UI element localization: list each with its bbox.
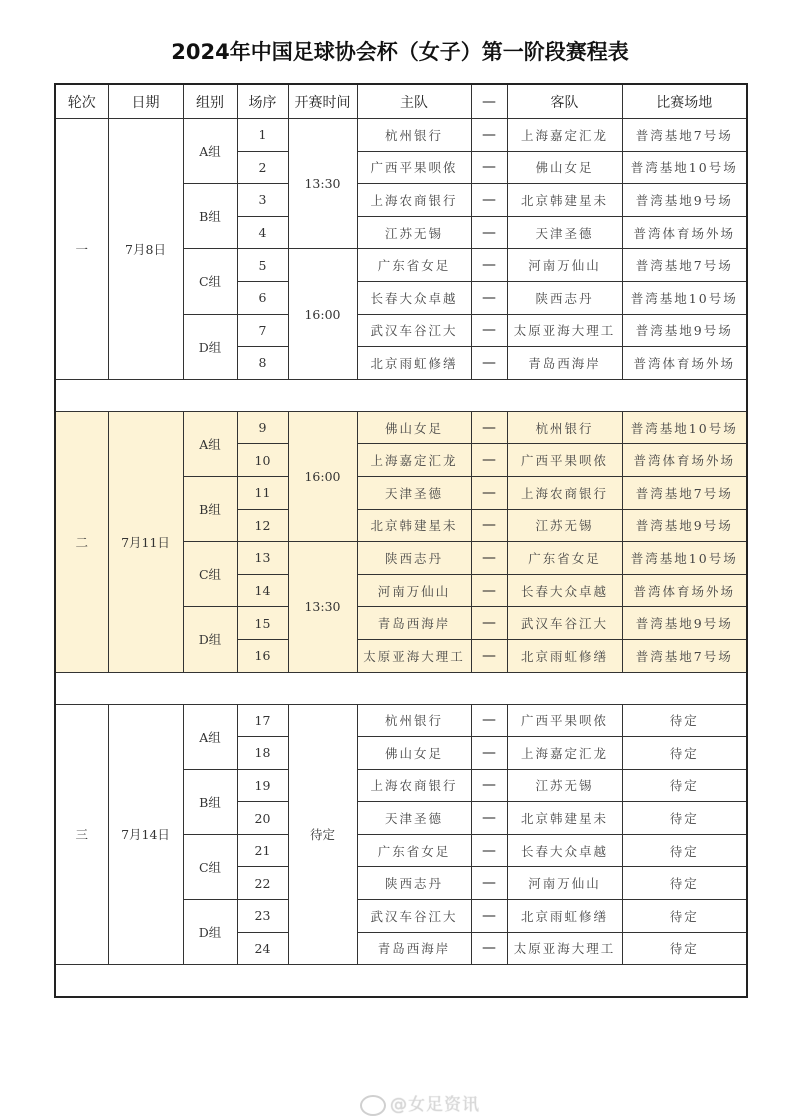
match-no-cell: 18 — [237, 737, 288, 770]
header-date: 日期 — [108, 84, 183, 119]
vs-dash-cell: — — [471, 867, 507, 900]
header-vs: — — [471, 84, 507, 119]
venue-cell: 普湾基地10号场 — [622, 151, 747, 184]
vs-dash-cell: — — [471, 444, 507, 477]
home-team-cell: 上海农商银行 — [357, 769, 471, 802]
weibo-icon — [360, 1095, 386, 1116]
venue-cell: 普湾体育场外场 — [622, 347, 747, 380]
venue-cell: 待定 — [622, 900, 747, 933]
home-team-cell: 天津圣德 — [357, 802, 471, 835]
vs-dash-cell: — — [471, 347, 507, 380]
home-team-cell: 武汉车谷江大 — [357, 900, 471, 933]
venue-cell: 普湾基地7号场 — [622, 639, 747, 672]
match-no-cell: 14 — [237, 574, 288, 607]
venue-cell: 待定 — [622, 802, 747, 835]
venue-cell: 普湾基地7号场 — [622, 249, 747, 282]
home-team-cell: 陕西志丹 — [357, 867, 471, 900]
header-kickoff: 开赛时间 — [288, 84, 357, 119]
match-no-cell: 24 — [237, 932, 288, 965]
date-cell: 7月11日 — [108, 411, 183, 672]
home-team-cell: 广西平果呗侬 — [357, 151, 471, 184]
away-team-cell: 青岛西海岸 — [507, 347, 622, 380]
away-team-cell: 河南万仙山 — [507, 249, 622, 282]
away-team-cell: 长春大众卓越 — [507, 574, 622, 607]
home-team-cell: 北京韩建星未 — [357, 509, 471, 542]
header-away: 客队 — [507, 84, 622, 119]
vs-dash-cell: — — [471, 574, 507, 607]
away-team-cell: 北京雨虹修缮 — [507, 639, 622, 672]
home-team-cell: 武汉车谷江大 — [357, 314, 471, 347]
vs-dash-cell: — — [471, 119, 507, 152]
vs-dash-cell: — — [471, 737, 507, 770]
vs-dash-cell: — — [471, 476, 507, 509]
venue-cell: 待定 — [622, 769, 747, 802]
match-no-cell: 1 — [237, 119, 288, 152]
match-no-cell: 2 — [237, 151, 288, 184]
away-team-cell: 太原亚海大理工 — [507, 314, 622, 347]
match-no-cell: 23 — [237, 900, 288, 933]
away-team-cell: 上海农商银行 — [507, 476, 622, 509]
watermark — [360, 1090, 480, 1116]
match-no-cell: 21 — [237, 834, 288, 867]
header-match-no: 场序 — [237, 84, 288, 119]
match-no-cell: 22 — [237, 867, 288, 900]
home-team-cell: 杭州银行 — [357, 704, 471, 737]
venue-cell: 待定 — [622, 704, 747, 737]
header-round: 轮次 — [55, 84, 108, 119]
venue-cell: 普湾基地10号场 — [622, 411, 747, 444]
kickoff-cell: 13:30 — [288, 119, 357, 249]
venue-cell: 普湾基地7号场 — [622, 476, 747, 509]
away-team-cell: 江苏无锡 — [507, 509, 622, 542]
match-no-cell: 15 — [237, 607, 288, 640]
group-cell: B组 — [183, 476, 237, 541]
vs-dash-cell: — — [471, 314, 507, 347]
header-home: 主队 — [357, 84, 471, 119]
vs-dash-cell: — — [471, 509, 507, 542]
date-cell: 7月8日 — [108, 119, 183, 380]
away-team-cell: 太原亚海大理工 — [507, 932, 622, 965]
away-team-cell: 广西平果呗侬 — [507, 444, 622, 477]
home-team-cell: 佛山女足 — [357, 411, 471, 444]
venue-cell: 待定 — [622, 834, 747, 867]
vs-dash-cell: — — [471, 802, 507, 835]
venue-cell: 待定 — [622, 932, 747, 965]
header-row — [55, 84, 747, 119]
vs-dash-cell: — — [471, 607, 507, 640]
match-no-cell: 13 — [237, 542, 288, 575]
page-title: 2024年中国足球协会杯（女子）第一阶段赛程表 — [171, 40, 629, 64]
home-team-cell: 上海嘉定汇龙 — [357, 444, 471, 477]
match-row — [55, 119, 747, 152]
vs-dash-cell: — — [471, 249, 507, 282]
round-cell: 二 — [55, 411, 108, 672]
home-team-cell: 河南万仙山 — [357, 574, 471, 607]
venue-cell: 普湾体育场外场 — [622, 444, 747, 477]
group-cell: A组 — [183, 411, 237, 476]
venue-cell: 普湾基地9号场 — [622, 184, 747, 217]
vs-dash-cell: — — [471, 834, 507, 867]
match-no-cell: 4 — [237, 216, 288, 249]
home-team-cell: 青岛西海岸 — [357, 932, 471, 965]
vs-dash-cell: — — [471, 704, 507, 737]
home-team-cell: 广东省女足 — [357, 249, 471, 282]
vs-dash-cell: — — [471, 151, 507, 184]
venue-cell: 普湾基地9号场 — [622, 314, 747, 347]
round-cell: 三 — [55, 704, 108, 965]
group-cell: B组 — [183, 184, 237, 249]
vs-dash-cell: — — [471, 542, 507, 575]
match-no-cell: 3 — [237, 184, 288, 217]
group-cell: D组 — [183, 607, 237, 672]
venue-cell: 普湾基地7号场 — [622, 119, 747, 152]
match-no-cell: 8 — [237, 347, 288, 380]
schedule-body — [55, 119, 747, 998]
match-no-cell: 19 — [237, 769, 288, 802]
away-team-cell: 北京雨虹修缮 — [507, 900, 622, 933]
round-separator-row — [55, 672, 747, 704]
match-row — [55, 411, 747, 444]
home-team-cell: 天津圣德 — [357, 476, 471, 509]
separator-cell — [55, 379, 747, 411]
match-no-cell: 17 — [237, 704, 288, 737]
header-group: 组别 — [183, 84, 237, 119]
home-team-cell: 北京雨虹修缮 — [357, 347, 471, 380]
group-cell: D组 — [183, 314, 237, 379]
away-team-cell: 上海嘉定汇龙 — [507, 737, 622, 770]
vs-dash-cell: — — [471, 639, 507, 672]
match-no-cell: 9 — [237, 411, 288, 444]
venue-cell: 普湾基地10号场 — [622, 542, 747, 575]
home-team-cell: 长春大众卓越 — [357, 281, 471, 314]
match-no-cell: 7 — [237, 314, 288, 347]
vs-dash-cell: — — [471, 932, 507, 965]
away-team-cell: 广西平果呗侬 — [507, 704, 622, 737]
away-team-cell: 北京韩建星未 — [507, 184, 622, 217]
away-team-cell: 武汉车谷江大 — [507, 607, 622, 640]
match-no-cell: 11 — [237, 476, 288, 509]
schedule-table — [54, 83, 748, 998]
vs-dash-cell: — — [471, 281, 507, 314]
venue-cell: 普湾体育场外场 — [622, 574, 747, 607]
venue-cell: 普湾基地9号场 — [622, 607, 747, 640]
away-team-cell: 上海嘉定汇龙 — [507, 119, 622, 152]
round-separator-row — [55, 965, 747, 998]
round-cell: 一 — [55, 119, 108, 380]
group-cell: B组 — [183, 769, 237, 834]
kickoff-cell: 待定 — [288, 704, 357, 965]
home-team-cell: 陕西志丹 — [357, 542, 471, 575]
group-cell: A组 — [183, 119, 237, 184]
match-no-cell: 10 — [237, 444, 288, 477]
home-team-cell: 太原亚海大理工 — [357, 639, 471, 672]
away-team-cell: 江苏无锡 — [507, 769, 622, 802]
separator-cell — [55, 965, 747, 998]
vs-dash-cell: — — [471, 184, 507, 217]
group-cell: C组 — [183, 834, 237, 899]
match-no-cell: 6 — [237, 281, 288, 314]
home-team-cell: 杭州银行 — [357, 119, 471, 152]
round-separator-row — [55, 379, 747, 411]
group-cell: A组 — [183, 704, 237, 769]
match-no-cell: 20 — [237, 802, 288, 835]
away-team-cell: 北京韩建星未 — [507, 802, 622, 835]
vs-dash-cell: — — [471, 411, 507, 444]
kickoff-cell: 16:00 — [288, 411, 357, 541]
group-cell: C组 — [183, 542, 237, 607]
home-team-cell: 广东省女足 — [357, 834, 471, 867]
group-cell: C组 — [183, 249, 237, 314]
match-no-cell: 16 — [237, 639, 288, 672]
away-team-cell: 长春大众卓越 — [507, 834, 622, 867]
away-team-cell: 河南万仙山 — [507, 867, 622, 900]
home-team-cell: 江苏无锡 — [357, 216, 471, 249]
venue-cell: 普湾基地10号场 — [622, 281, 747, 314]
header-venue: 比赛场地 — [622, 84, 747, 119]
venue-cell: 待定 — [622, 737, 747, 770]
kickoff-cell: 13:30 — [288, 542, 357, 672]
vs-dash-cell: — — [471, 769, 507, 802]
kickoff-cell: 16:00 — [288, 249, 357, 379]
match-no-cell: 5 — [237, 249, 288, 282]
away-team-cell: 天津圣德 — [507, 216, 622, 249]
group-cell: D组 — [183, 900, 237, 965]
away-team-cell: 杭州银行 — [507, 411, 622, 444]
venue-cell: 普湾体育场外场 — [622, 216, 747, 249]
home-team-cell: 佛山女足 — [357, 737, 471, 770]
vs-dash-cell: — — [471, 216, 507, 249]
separator-cell — [55, 672, 747, 704]
match-row — [55, 704, 747, 737]
home-team-cell: 上海农商银行 — [357, 184, 471, 217]
home-team-cell: 青岛西海岸 — [357, 607, 471, 640]
watermark-text: @女足资讯 — [390, 1095, 480, 1115]
venue-cell: 普湾基地9号场 — [622, 509, 747, 542]
away-team-cell: 陕西志丹 — [507, 281, 622, 314]
date-cell: 7月14日 — [108, 704, 183, 965]
match-no-cell: 12 — [237, 509, 288, 542]
venue-cell: 待定 — [622, 867, 747, 900]
away-team-cell: 佛山女足 — [507, 151, 622, 184]
away-team-cell: 广东省女足 — [507, 542, 622, 575]
vs-dash-cell: — — [471, 900, 507, 933]
